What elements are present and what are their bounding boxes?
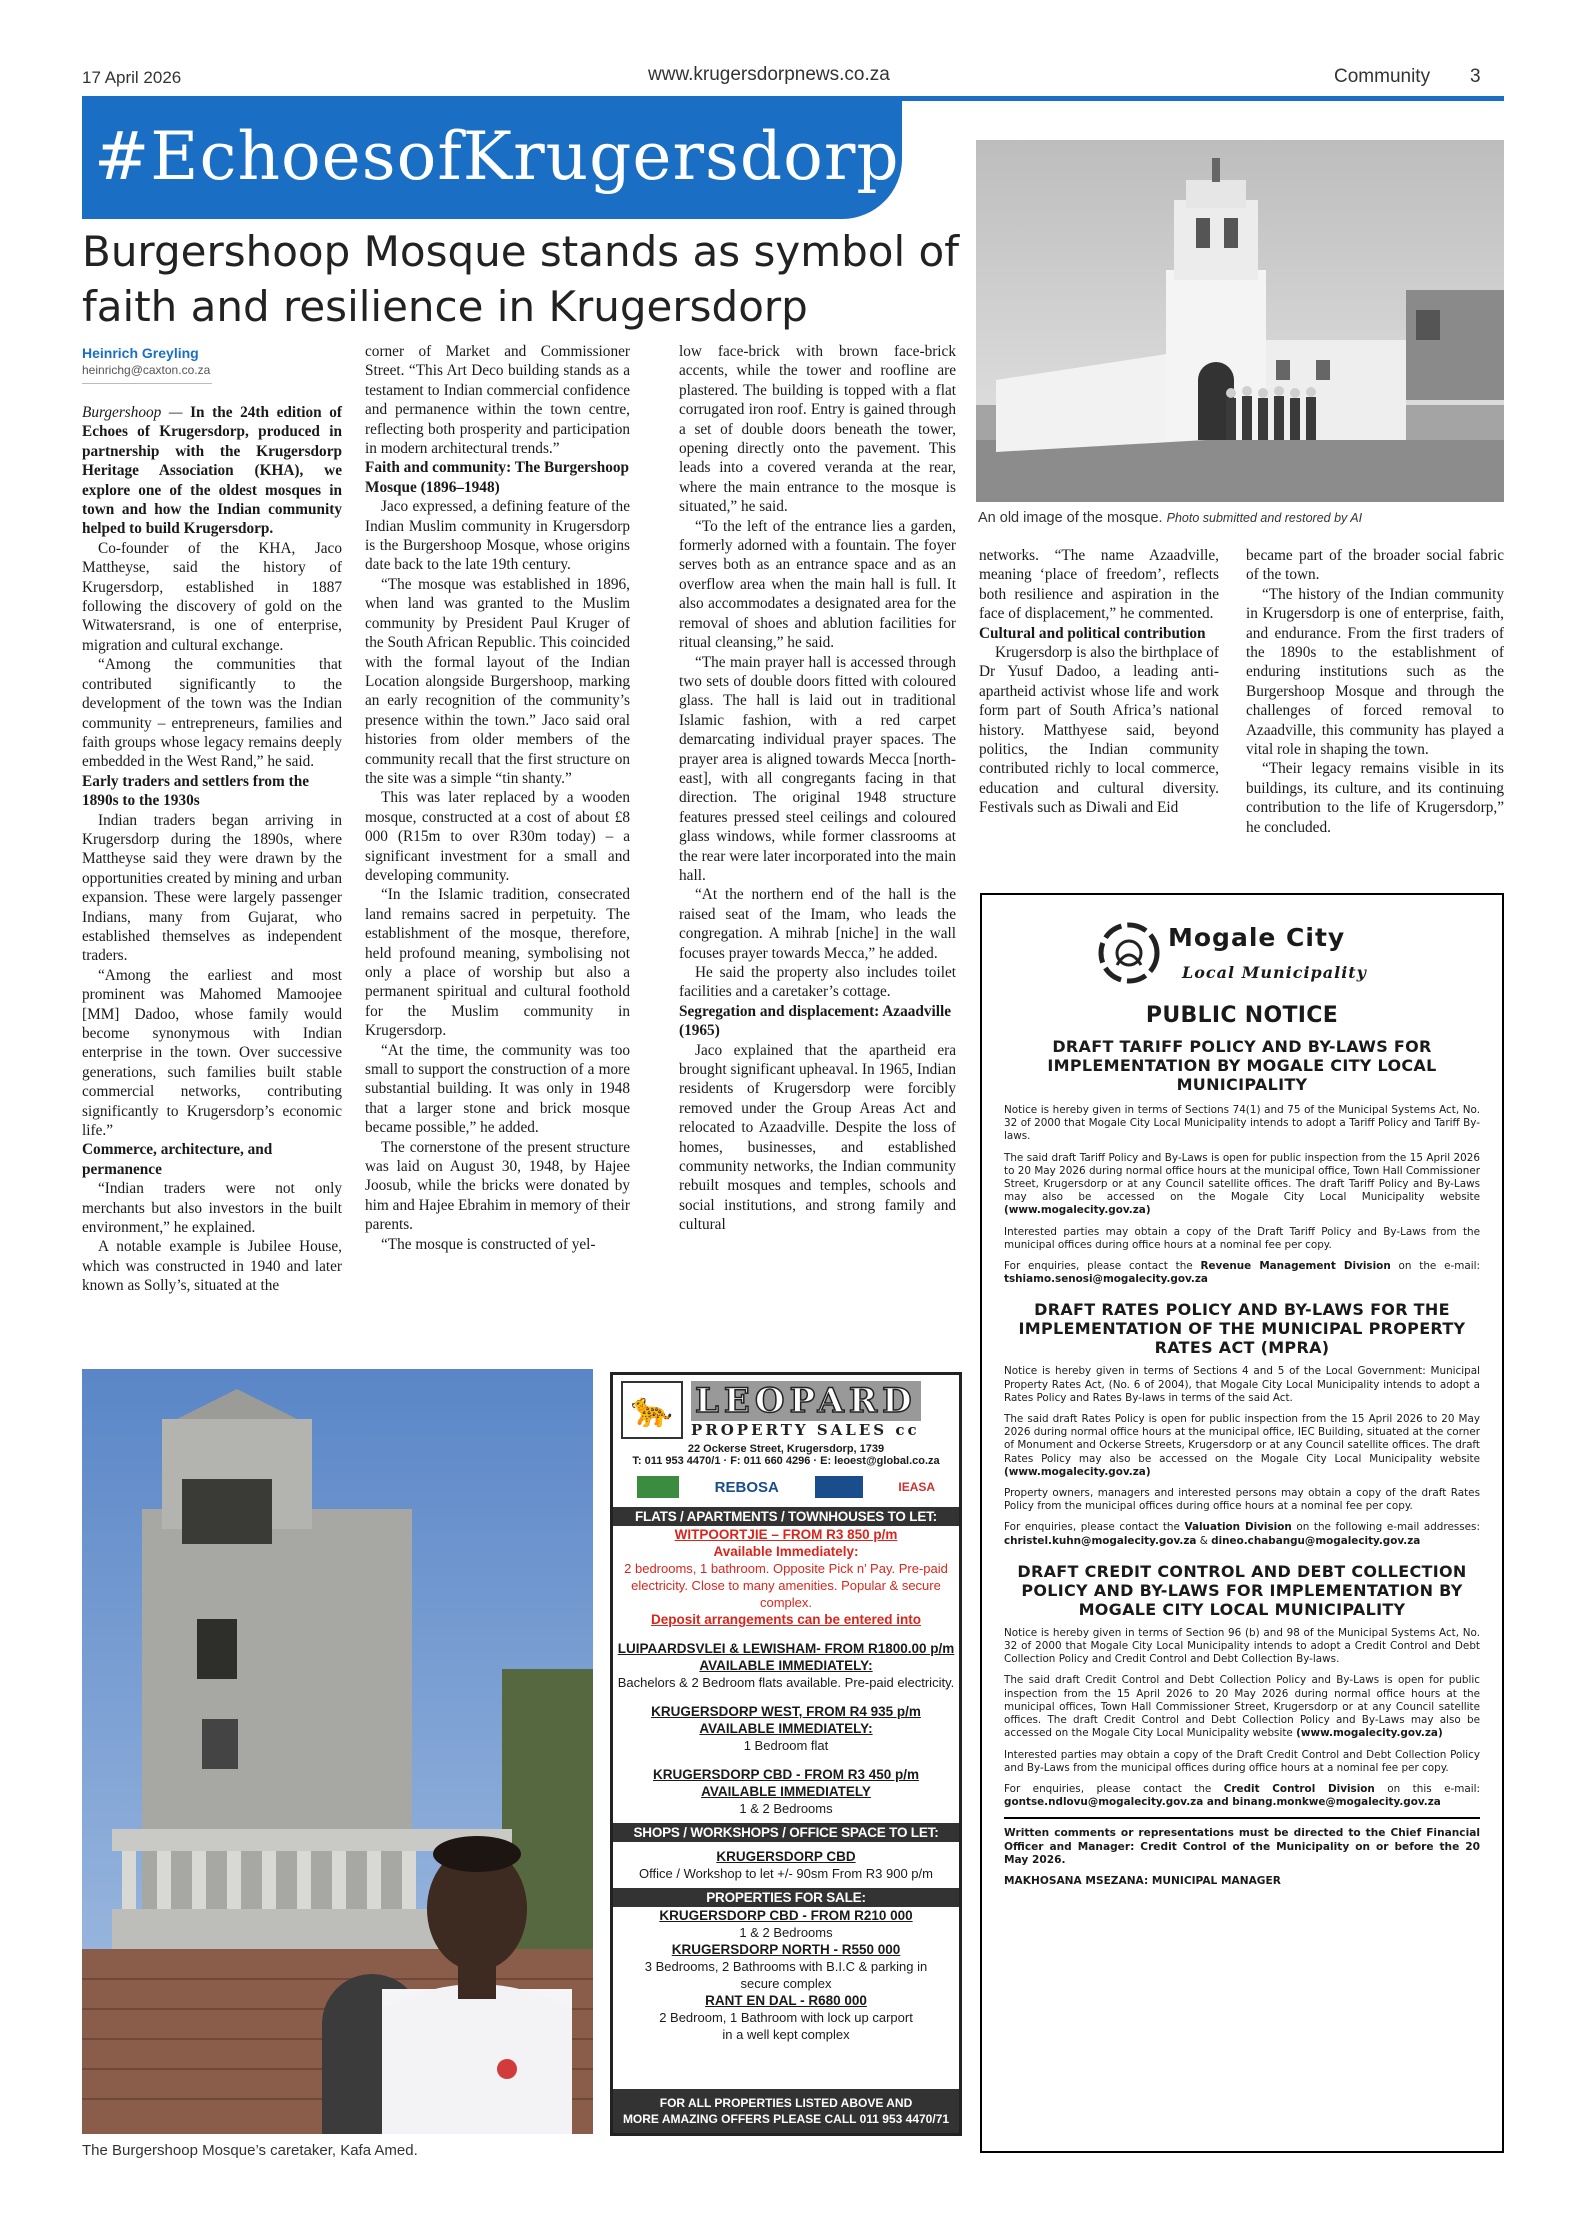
text: For enquiries, please contact the — [1004, 1260, 1201, 1273]
paragraph: “To the left of the entrance lies a garden, formerly adorned with a fountain. The foyer serves both as an entrance space and as an overflow area when the main hall is full. It also accommodates a designated area for the removal of shoes and ablution facilities for ritual cleansing,” he said. — [679, 517, 956, 652]
leopard-icon: 🐆 — [621, 1381, 683, 1439]
email-link[interactable]: tshiamo.senosi@mogalecity.gov.za — [1004, 1273, 1208, 1286]
listing-8-desc: 2 Bedroom, 1 Bathroom with lock up carport in a well kept complex — [659, 2010, 913, 2042]
listing-1-desc: 2 bedrooms, 1 bathroom. Opposite Pick n’ Pay. Pre-paid electricity. Close to many amenities. Popular & secure complex. — [624, 1561, 948, 1610]
issue-date: 17 April 2026 — [82, 68, 182, 87]
association-logo — [637, 1476, 679, 1498]
tariff-para-4 — [1004, 1260, 1480, 1286]
paragraph: Jaco expressed, a defining feature of the Indian Muslim community in Krugersdorp is the Burgershoop Mosque, whose origins date back to the late 19th century. — [365, 498, 630, 574]
text: For enquiries, please contact the — [1004, 1782, 1224, 1795]
author-email[interactable]: heinrichg@caxton.co.za — [82, 363, 211, 377]
caption-text: An old image of the mosque. — [978, 510, 1163, 526]
notice-title: PUBLIC NOTICE — [1145, 1003, 1339, 1028]
leopard-subtitle: PROPERTY SALES cc — [691, 1421, 920, 1439]
mogale-city-public-notice — [980, 893, 1504, 2153]
paragraph: “Among the communities that contributed significantly to the development of the town was the Indian community – entrepreneurs, families and faith groups whose legacy remains deeply embedded in the West Rand,” he said. — [82, 656, 342, 771]
listing-4-desc: 1 & 2 Bedrooms — [739, 1801, 833, 1816]
subheading: Commerce, architecture, and permanence — [82, 1141, 273, 1178]
paragraph: Indian traders began arriving in Krugersdorp during the 1890s, where Mattheyse said they were drawn by the opportunities created by mining and urban expansion. These were largely passenger Indians, many from Gujarat, who established themselves as independent traders. — [82, 811, 342, 965]
dateline: Burgershoop — — [82, 404, 191, 421]
email-link[interactable]: dineo.chabangu@mogalecity.gov.za — [1211, 1534, 1421, 1547]
article-column-3 — [679, 342, 956, 1235]
article-column-1 — [82, 403, 342, 1296]
listing-8-title: RANT EN DAL - R680 000 — [705, 1993, 867, 2008]
listing-4-title: KRUGERSDORP CBD - FROM R3 450 p/m — [652, 1767, 920, 1782]
site-url[interactable]: www.krugersdorpnews.co.za — [648, 64, 890, 85]
article-column-2 — [365, 342, 630, 1254]
paragraph: “The history of the Indian community in Krugersdorp is one of enterprise, faith, and endurance. From the first traders of the 1890s to the establishment of enduring institutions such as the Burgershoop Mosque and through the challenges of forced removal to Azaadville, this community has played a vital role in shaping the town. — [1246, 585, 1504, 759]
subheading: Faith and community: The Burgershoop Mosque (1896–1948) — [365, 459, 630, 496]
listing-2-availability: AVAILABLE IMMEDIATELY: — [699, 1658, 873, 1673]
rates-para-3: Property owners, managers and interested persons may obtain a copy of the draft Rates Policy from the municipal offices during office hours at a nominal fee per copy. — [1004, 1487, 1480, 1513]
rates-heading: DRAFT RATES POLICY AND BY-LAWS FOR THE IMPLEMENTATION OF THE MUNICIPAL PROPERTY RATES ACT (MPRA) — [1018, 1300, 1466, 1358]
tariff-heading: DRAFT TARIFF POLICY AND BY-LAWS FOR IMPLEMENTATION BY MOGALE CITY LOCAL MUNICIPALITY — [1047, 1037, 1437, 1094]
paragraph: Co-founder of the KHA, Jaco Mattheyse, said the history of Krugersdorp, established in 1887 following the discovery of gold on the Witwatersrand, is one of enterprise, migration and cultural exchange. — [82, 539, 342, 654]
author-name: Heinrich Greyling — [82, 345, 199, 361]
website-link[interactable]: (www.mogalecity.gov.za) — [1004, 1465, 1151, 1478]
caretaker-photo — [82, 1369, 593, 2134]
rebosa-logo: REBOSA — [714, 1478, 779, 1496]
section-name: Community — [1334, 66, 1431, 87]
text: For enquiries, please contact the — [1004, 1521, 1185, 1534]
hashtag-banner — [82, 101, 902, 219]
mogale-subtitle: Local Municipality — [1182, 963, 1367, 982]
rates-para-1: Notice is hereby given in terms of Sections 4 and 5 of the Local Government: Municipal Property Rates Act, (No. 6 of 2004), that Mogale City Local Municipality intends to adopt a Rates Policy and Rates By-laws in terms of the said Act. — [1004, 1365, 1480, 1404]
paragraph: “The mosque is constructed of yel- — [381, 1235, 596, 1253]
footer-line-1: FOR ALL PROPERTIES LISTED ABOVE AND — [659, 2096, 913, 2110]
listing-2-title: LUIPAARDSVLEI & LEWISHAM- FROM R1800.00 p/m — [617, 1641, 955, 1656]
signatory: MAKHOSANA MSEZANA: MUNICIPAL MANAGER — [1004, 1874, 1281, 1887]
paragraph: Jaco explained that the apartheid era brought significant upheaval. In 1965, Indian residents of Krugersdorp were forcibly removed under the Group Areas Act and relocated to Azaadville. Despite the loss of homes, businesses, and established community networks, the Indian community rebuilt mosques and temples, schools and social institutions, and strong family and cultural — [679, 1041, 956, 1234]
rates-para-2 — [1004, 1413, 1480, 1479]
mogale-logo-area — [982, 895, 1502, 1003]
paragraph: corner of Market and Commissioner Street. “This Art Deco building stands as a testament to Indian commercial confidence and permanence within the town centre, reflecting both prosperity and participation in modern architectural trends.” — [365, 343, 630, 458]
shops-header: SHOPS / WORKSHOPS / OFFICE SPACE TO LET: — [613, 1823, 959, 1842]
footer-line-2[interactable]: MORE AMAZING OFFERS PLEASE CALL 011 953 4470/71 — [622, 2112, 950, 2126]
listing-5-title: KRUGERSDORP CBD — [716, 1849, 856, 1864]
rates-para-4 — [1004, 1521, 1480, 1547]
headline: Burgershoop Mosque stands as symbol of faith and resilience in Krugersdorp — [82, 227, 959, 331]
website-link[interactable]: (www.mogalecity.gov.za) — [1296, 1727, 1443, 1740]
article-column-5 — [1246, 546, 1504, 837]
paragraph: “At the time, the community was too small to support the construction of a more substantial building. It was only in 1948 that a larger stone and brick mosque became possible,” he added. — [365, 1041, 630, 1137]
division-name: Credit Control Division — [1223, 1782, 1375, 1795]
credit-para-4 — [1004, 1783, 1480, 1809]
text: on the following e-mail addresses: — [1291, 1521, 1480, 1534]
leopard-contact[interactable]: T: 011 953 4470/1 · F: 011 660 4296 · E: leoest@global.co.za — [632, 1455, 940, 1467]
listing-6-desc: 1 & 2 Bedrooms — [739, 1925, 833, 1940]
article-column-4 — [979, 546, 1219, 818]
paragraph: low face-brick with brown face-brick accents, while the tower and roofline are plastered. The building is topped with a flat corrugated iron roof. Entry is gained through a set of double doors beneath the tower, opening directly onto the pavement. This leads into a covered veranda at the rear, where the main entrance to the mosque is situated,” he said. — [679, 343, 956, 516]
paragraph: “In the Islamic tradition, consecrated land remains sacred in perpetuity. The establishment of the mosque, therefore, held profound meaning, symbolising not only a place of worship but also a permanent spiritual and cultural foothold for the Muslim community in Krugersdorp. — [365, 886, 630, 1040]
text: on this e-mail: — [1374, 1782, 1480, 1795]
photo-caption-caretaker: The Burgershoop Mosque’s caretaker, Kafa Amed. — [82, 2142, 418, 2159]
listing-5-desc: Office / Workshop to let +/- 90sm From R3 900 p/m — [639, 1866, 933, 1881]
listing-4-availability: AVAILABLE IMMEDIATELY — [701, 1784, 871, 1799]
tariff-para-1: Notice is hereby given in terms of Sections 74(1) and 75 of the Municipal Systems Act, No. 32 of 2000 that Mogale City Local Municipality intends to adopt a Tariff Policy and Tariff By-laws. — [1004, 1104, 1480, 1143]
paragraph: “Indian traders were not only merchants but also investors in the built environment,” he explained. — [82, 1180, 342, 1237]
closing-statement: Written comments or representations must be directed to the Chief Financial Officer and Manager: Credit Control of the Municipality on or before the 20 May 2026. — [1004, 1827, 1480, 1866]
paragraph: A notable example is Jubilee House, which was constructed in 1940 and later known as Solly’s, situated at the — [82, 1238, 342, 1295]
paragraph — [82, 403, 342, 539]
credit-para-2 — [1004, 1674, 1480, 1740]
listing-1-deposit: Deposit arrangements can be entered into — [650, 1612, 922, 1627]
old-mosque-photo — [976, 140, 1504, 502]
subheading: Early traders and settlers from the 1890s to the 1930s — [82, 772, 309, 810]
listing-6-title: KRUGERSDORP CBD - FROM R210 000 — [659, 1908, 913, 1923]
division-name: Revenue Management Division — [1200, 1260, 1391, 1273]
subheading: Segregation and displacement: Azaadville (1965) — [679, 1002, 952, 1040]
text: The said draft Tariff Policy and By-Laws is open for public inspection from the 15 April 2026 to 20 May 2026 during normal office hours at the municipal office, Town Hall Commissioner Street, Krugersdorp or at any Council satellite offices. The draft Tariff Policy and By-Laws may also be accessed on the Mogale City Local Municipality website — [1004, 1151, 1480, 1204]
text: The said draft Credit Control and Debt Collection Policy and By-Laws is open for public inspection from the 15 April 2026 to 20 May 2026 during normal office hours at the municipal offices, Town Hall Commissioner Street, Krugersdorp or at any Council satellite offices. The draft Credit Control and Debt Collection Policy and By-Laws may also be accessed on the Mogale City Local Municipality website — [1004, 1674, 1480, 1740]
credit-heading: DRAFT CREDIT CONTROL AND DEBT COLLECTION POLICY AND BY-LAWS FOR IMPLEMENTATION BY MOGALE CITY LOCAL MUNICIPALITY — [1017, 1561, 1467, 1619]
institute-logo — [815, 1476, 863, 1498]
mogale-name: Mogale City — [1168, 923, 1346, 952]
mogale-emblem-icon — [1097, 921, 1161, 985]
paragraph: networks. “The name Azaadville, meaning ‘place of freedom’, reflects both resilience and aspiration in the face of displacement,” he commented. — [979, 547, 1219, 623]
listing-1-title: WITPOORTJIE – FROM R3 850 p/m — [674, 1527, 898, 1542]
credit-para-1: Notice is hereby given in terms of Section 96 (b) and 98 of the Municipal Systems Act, No. 32 of 2000 that Mogale City Local Municipality intends to adopt a Credit Control and Debt Collection Policy and Credit Control and Debt Collection By-laws. — [1004, 1626, 1480, 1666]
text: on the e-mail: — [1390, 1260, 1480, 1273]
photo-credit: Photo submitted and restored by AI — [1166, 511, 1363, 525]
text: & — [1196, 1534, 1212, 1547]
website-link[interactable]: (www.mogalecity.gov.za) — [1004, 1204, 1151, 1217]
byline-rule — [82, 383, 212, 384]
listing-3-desc: 1 Bedroom flat — [743, 1738, 829, 1753]
affiliation-logos — [619, 1469, 953, 1505]
notice-divider — [1004, 1817, 1480, 1819]
hashtag-text: #EchoesofKrugersdorp — [94, 118, 900, 195]
email-link[interactable]: christel.kuhn@mogalecity.gov.za — [1004, 1534, 1197, 1547]
leopard-property-ad — [610, 1372, 962, 2136]
page-number: 3 — [1470, 66, 1481, 87]
email-link[interactable]: gontse.ndlovu@mogalecity.gov.za and binang.monkwe@mogalecity.gov.za — [1004, 1796, 1441, 1809]
division-name: Valuation Division — [1184, 1521, 1292, 1534]
listing-3-availability: AVAILABLE IMMEDIATELY: — [699, 1721, 873, 1736]
paragraph: The cornerstone of the present structure was laid on August 30, 1948, by Hajee Joosub, while the bricks were donated by him and Hajee Ebrahim in memory of their parents. — [365, 1138, 630, 1234]
paragraph: “At the northern end of the hall is the raised seat of the Imam, who leads the congregation. A mihrab [niche] in the wall focuses prayer towards Mecca,” he added. — [679, 886, 956, 962]
paragraph: This was later replaced by a wooden mosque, constructed at a cost of about £8 000 (R15m to over R30m today) – a significant investment for a small and developing community. — [365, 789, 630, 884]
paragraph: “The main prayer hall is accessed through two sets of double doors fitted with coloured glass. The hall is laid out in traditional Islamic fashion, with a red carpet demarcating individual prayer spaces. The prayer area is aligned towards Mecca [north-east], with all congregants facing in that direction. The original 1948 structure features pressed steel ceilings and coloured glass windows, while former classrooms at the rear were later incorporated into the main hall. — [679, 653, 956, 884]
credit-para-3: Interested parties may obtain a copy of the Draft Credit Control and Debt Collection Policy and By-Laws from the municipal offices during office hours at a nominal fee per copy. — [1004, 1748, 1480, 1774]
paragraph: “Among the earliest and most prominent was Mahomed Mamoojee [MM] Dadoo, whose family would become synonymous with Indian enterprise in the town. Over successive generations, such families built stable commercial networks, contributing significantly to Krugersdorp’s economic life.” — [82, 966, 342, 1140]
paragraph: “Their legacy remains visible in its buildings, its culture, and its continuing contribution to the life of Krugersdorp,” he concluded. — [1246, 760, 1504, 836]
paragraph: He said the property also includes toilet facilities and a caretaker’s cottage. — [679, 964, 956, 1001]
to-let-header: FLATS / APARTMENTS / TOWNHOUSES TO LET: — [613, 1507, 959, 1526]
subheading: Cultural and political contribution — [979, 624, 1206, 642]
ieasa-logo: IEASA — [898, 1480, 936, 1494]
lead-text: In the 24th edition of Echoes of Krugersdorp, produced in partnership with the Krugersdorp Heritage Association (KHA), we explore one of the oldest mosques in town and how the Indian community helped to build Krugersdorp. — [82, 404, 342, 538]
tariff-para-3: Interested parties may obtain a copy of the Draft Tariff Policy and By-Laws from the municipal offices during office hours at a nominal fee per copy. — [1004, 1225, 1480, 1251]
for-sale-header: PROPERTIES FOR SALE: — [613, 1888, 959, 1907]
leopard-footer — [613, 2089, 959, 2133]
paragraph: “The mosque was established in 1896, when land was granted to the Muslim community by President Paul Kruger of the South African Republic. This coincided with the formal layout of the Indian Location alongside Burgershoop, marking an early recognition of the community’s presence within the town.” Jaco said oral histories from older members of the community recall that the first structure on the site was a simple “tin shanty.” — [365, 575, 630, 787]
listing-3-title: KRUGERSDORP WEST, FROM R4 935 p/m — [651, 1704, 921, 1719]
text: The said draft Rates Policy is open for public inspection from the 15 April 2026 to 20 May 2026 during normal office hours at the municipal office, IEC Building, situated at the corner of Monument and Ockerse Streets, Krugersdorp or at any Council satellite offices. The draft Rates Policy may also be accessed on the Mogale City Local Municipality website — [1004, 1413, 1480, 1465]
listing-7-desc: 3 Bedrooms, 2 Bathrooms with B.I.C & parking in secure complex — [644, 1959, 928, 1991]
leopard-name: LEOPARD — [691, 1381, 921, 1421]
listing-2-desc: Bachelors & 2 Bedroom flats available. Pre-paid electricity. — [617, 1675, 955, 1690]
paragraph: Krugersdorp is also the birthplace of Dr Yusuf Dadoo, a leading anti-apartheid activist whose life and work form part of South Africa’s national history. Matthyese said, beyond politics, the Indian community contributed richly to local commerce, education and cultural diversity. Festivals such as Diwali and Eid — [979, 644, 1219, 817]
listing-7-title: KRUGERSDORP NORTH - R550 000 — [671, 1942, 901, 1957]
tariff-para-2 — [1004, 1152, 1480, 1218]
photo-caption-old — [978, 510, 1362, 526]
listing-1-availability: Available Immediately: — [713, 1544, 859, 1559]
paragraph: became part of the broader social fabric of the town. — [1246, 547, 1504, 584]
leopard-address: 22 Ockerse Street, Krugersdorp, 1739 — [687, 1443, 885, 1455]
